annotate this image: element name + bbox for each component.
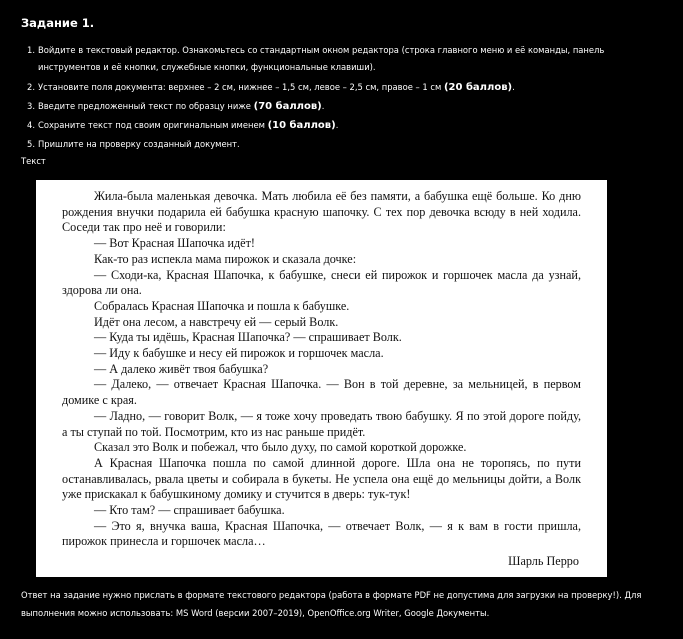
step-text: Установите поля документа: верхнее – 2 см, нижнее – 1,5 см, левое – 2,5 см, правое – 1 см (20 баллов). xyxy=(38,82,515,93)
submission-note: Ответ на задание нужно прислать в формате текстового редактора (работа в формате PDF не допустима для загрузки на проверку!). Для выполнения можно использовать: MS Word (версии 2007–2019), OpenOffice.org Writer, Google Документы. xyxy=(21,590,642,618)
story-paragraph: — Куда ты идёшь, Красная Шапочка? — спрашивает Волк. xyxy=(94,330,402,345)
story-paragraph: — Иду к бабушке и несу ей пирожок и горшочек масла. xyxy=(94,346,384,361)
step-points: (10 баллов) xyxy=(267,120,336,131)
task-title: Задание 1. xyxy=(21,16,95,30)
step-number: 1. xyxy=(27,45,35,55)
story-paragraph: Как-то раз испекла мама пирожок и сказала дочке: xyxy=(94,251,357,266)
task-step xyxy=(27,117,667,134)
story-paragraph: — Далеко, — отвечает Красная Шапочка. — Вон в той деревне, за мельницей, в первом домике с края. xyxy=(62,377,581,408)
step-text: Введите предложенный текст по образцу ниже (70 баллов). xyxy=(38,101,325,112)
story-paragraph: Собралась Красная Шапочка и пошла к бабушке. xyxy=(94,298,350,313)
story-paragraph: — Вот Красная Шапочка идёт! xyxy=(94,236,255,251)
task-step xyxy=(27,98,667,115)
step-text: Пришлите на проверку созданный документ. xyxy=(38,139,240,149)
step-number: 5. xyxy=(27,139,35,149)
story-paragraph: — А далеко живёт твоя бабушка? xyxy=(94,361,269,376)
story-paragraph: — Ладно, — говорит Волк, — я тоже хочу проведать твою бабушку. Я по этой дороге пойду, а ты ступай по той. Посмотрим, кто из нас раньше придёт. xyxy=(62,408,581,439)
text-label: Текст xyxy=(21,156,46,166)
step-number: 4. xyxy=(27,120,35,130)
story-author: Шарль Перро xyxy=(508,554,579,569)
step-points: (20 баллов) xyxy=(443,82,513,93)
task-step xyxy=(27,79,667,96)
story-paragraph: Жила-была маленькая девочка. Мать любила её без памяти, а бабушка ещё больше. Ко дню рождения внучки подарила ей бабушка красную шапочку. С тех пор девочка всюду в ней ходила. Соседи так про неё и говорили: xyxy=(62,189,581,235)
step-text: Войдите в текстовый редактор. Ознакомьтесь со стандартным окном редактора (строка главного меню и её команды, панель инструментов и её кнопки, служебные кнопки, функциональные клавиши). xyxy=(38,45,605,72)
story-paragraph: Сказал это Волк и побежал, что было духу, по самой короткой дорожке. xyxy=(94,440,467,455)
task-step xyxy=(27,42,667,76)
task-steps-list xyxy=(27,42,667,153)
story-paragraph: — Сходи-ка, Красная Шапочка, к бабушке, снеси ей пирожок и горшочек масла да узнай, здорова ли она. xyxy=(62,267,581,298)
story-paragraph: А Красная Шапочка пошла по самой длинной дороге. Шла она не торопясь, по пути останавливалась, рвала цветы и собирала в букеты. Не успела она ещё до мельницы дойти, а Волк уже прискакал к бабушкиному домику и стучится в дверь: тук-тук! xyxy=(62,455,581,502)
story-paragraph: — Кто там? — спрашивает бабушка. xyxy=(94,503,285,518)
step-text: Сохраните текст под своим оригинальным именем (10 баллов). xyxy=(38,120,339,131)
task-step xyxy=(27,136,667,153)
story-text-image xyxy=(36,180,607,577)
step-points: (70 баллов) xyxy=(253,101,322,112)
story-paragraph: — Это я, внучка ваша, Красная Шапочка, — отвечает Волк, — я к вам в гости пришла, пирожок принесла и горшочек масла… xyxy=(62,518,581,549)
step-number: 3. xyxy=(27,101,35,111)
step-number: 2. xyxy=(27,82,35,92)
story-paragraph: Идёт она лесом, а навстречу ей — серый Волк. xyxy=(94,314,339,329)
